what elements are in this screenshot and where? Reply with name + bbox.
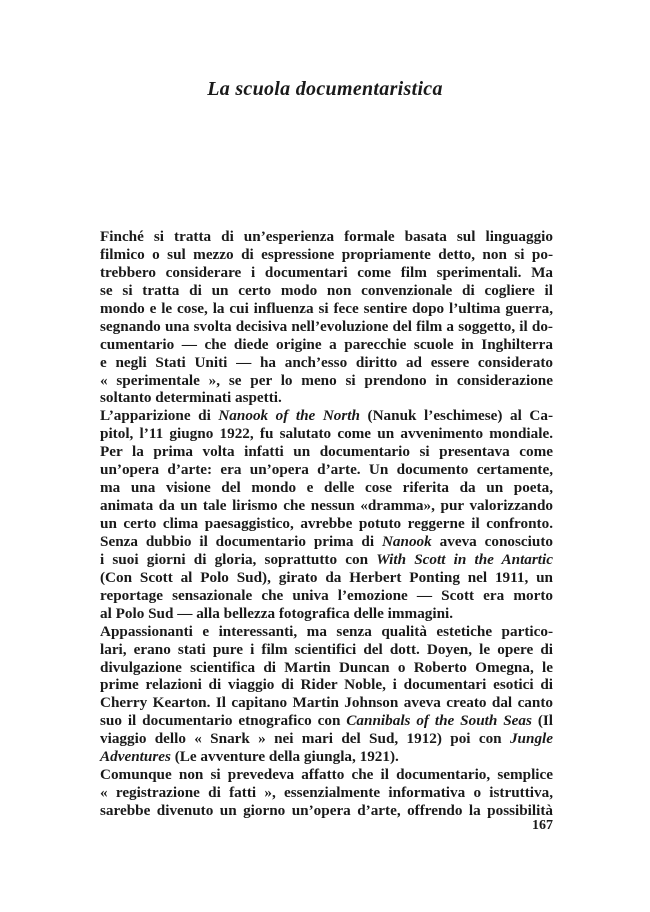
- text-segment: i suoi giorni di gloria, soprattutto con: [100, 550, 377, 568]
- text-segment: Per la prima volta infatti un documentario si presentava come: [100, 443, 553, 461]
- text-segment: reportage sensazionale che univa l’emozione — Scott era morto: [100, 586, 553, 604]
- text-segment: Senza dubbio il documentario prima di: [100, 532, 382, 550]
- text-line: [100, 443, 553, 461]
- text-line: [100, 641, 553, 659]
- italic-title-text: Adventures: [100, 748, 171, 766]
- text-segment: ma una visione del mondo e delle cose riferita da un poeta,: [100, 479, 553, 497]
- text-segment: « registrazione di fatti », essenzialmente informativa o istruttiva,: [100, 784, 553, 802]
- text-line: [100, 623, 553, 641]
- text-line: [100, 282, 553, 300]
- paragraph: [100, 407, 553, 622]
- chapter-title: La scuola documentaristica: [207, 78, 443, 100]
- text-segment: « sperimentale », se per lo meno si prendono in considerazione: [100, 371, 553, 389]
- paragraph: [100, 766, 553, 820]
- text-line: [100, 497, 553, 515]
- text-line: [100, 659, 553, 677]
- text-segment: divulgazione scientifica di Martin Duncan o Roberto Omegna, le: [100, 658, 553, 676]
- text-segment: (Con Scott al Polo Sud), girato da Herbert Ponting nel 1911, un: [100, 568, 553, 586]
- text-line: [100, 712, 553, 730]
- text-segment: Cherry Kearton. Il capitano Martin Johnson aveva creato dal canto: [100, 694, 553, 712]
- text-segment: trebbero considerare i documentari come film sperimentali. Ma: [100, 263, 553, 281]
- text-segment: se si tratta di un certo modo non convenzionale di cogliere il: [100, 281, 553, 299]
- text-segment: L’apparizione di: [100, 407, 219, 425]
- text-segment: (Il: [531, 712, 554, 730]
- text-line: [100, 587, 553, 605]
- paragraph: [100, 228, 553, 407]
- text-segment: un’opera d’arte: era un’opera d’arte. Un documento certamente,: [100, 461, 553, 479]
- text-line: [100, 694, 553, 712]
- text-line: [100, 264, 553, 282]
- italic-title-text: Nanook: [381, 532, 432, 550]
- text-segment: e negli Stati Uniti — ha anch’esso diritto ad essere considerato: [100, 353, 553, 371]
- text-segment: segnando una svolta decisiva nell’evoluzione del film a soggetto, il do-: [100, 317, 553, 335]
- text-line: [100, 300, 553, 318]
- text-line: [100, 802, 553, 820]
- text-segment: un certo clima paesaggistico, avrebbe potuto reggerne il confronto.: [100, 515, 553, 532]
- text-segment: mondo e le cose, la cui influenza si fece sentire dopo l’ultima guerra,: [100, 299, 553, 317]
- text-line: [100, 569, 553, 587]
- text-line: [100, 676, 553, 694]
- text-line: [100, 533, 553, 551]
- body-text: [100, 228, 553, 820]
- text-line: [100, 354, 553, 372]
- text-segment: Comunque non si prevedeva affatto che il documentario, semplice: [100, 766, 553, 784]
- text-segment: al Polo Sud — alla bellezza fotografica delle immagini.: [100, 604, 454, 622]
- text-segment: lari, erano stati pure i film scientifici del dott. Doyen, le opere di: [100, 640, 553, 658]
- text-segment: viaggio dello « Snark » nei mari del Sud, 1912) poi con: [100, 730, 510, 748]
- text-line: [100, 228, 553, 246]
- text-line: [100, 766, 553, 784]
- text-segment: aveva conosciuto: [431, 532, 553, 550]
- paragraph: [100, 623, 553, 767]
- text-line: [100, 784, 553, 802]
- text-line: [100, 372, 553, 390]
- text-line: [100, 425, 553, 443]
- text-line: [100, 246, 553, 264]
- italic-title-text: Nanook of the North: [218, 407, 360, 425]
- text-line: [100, 479, 553, 497]
- text-segment: sarebbe divenuto un giorno un’opera d’arte, offrendo la possibilità: [100, 802, 553, 819]
- text-line: [100, 551, 553, 569]
- text-segment: filmico o sul mezzo di espressione propriamente detto, non si po-: [100, 245, 553, 263]
- text-line: [100, 515, 553, 533]
- text-line: [100, 748, 553, 766]
- text-line: [100, 730, 553, 748]
- text-segment: suo il documentario etnografico con: [100, 712, 347, 730]
- text-segment: soltanto determinati aspetti.: [100, 389, 282, 407]
- text-line: [100, 407, 553, 425]
- text-line: [100, 461, 553, 479]
- text-segment: prime relazioni di viaggio di Rider Noble, i documentari esotici di: [100, 676, 553, 694]
- text-segment: animata da un tale lirismo che nessun «dramma», pur valorizzando: [100, 497, 553, 515]
- page-number: 167: [532, 818, 553, 833]
- italic-title-text: With Scott in the Antartic: [376, 550, 553, 568]
- italic-title-text: Jungle: [509, 730, 553, 748]
- text-line: [100, 336, 553, 354]
- text-segment: (Nanuk l’eschimese) al Ca-: [359, 407, 553, 425]
- text-segment: cumentario — che diede origine a parecchie scuole in Inghilterra: [100, 335, 553, 353]
- text-segment: pitol, l’11 giugno 1922, fu salutato come un avvenimento mondiale.: [100, 425, 553, 443]
- text-line: [100, 605, 553, 623]
- text-segment: (Le avventure della giungla, 1921).: [170, 748, 399, 766]
- text-segment: Appassionanti e interessanti, ma senza qualità estetiche partico-: [100, 622, 553, 640]
- text-segment: Finché si tratta di un’esperienza formale basata sul linguaggio: [100, 228, 553, 245]
- text-line: [100, 318, 553, 336]
- text-line: [100, 389, 553, 407]
- italic-title-text: Cannibals of the South Seas: [346, 712, 532, 730]
